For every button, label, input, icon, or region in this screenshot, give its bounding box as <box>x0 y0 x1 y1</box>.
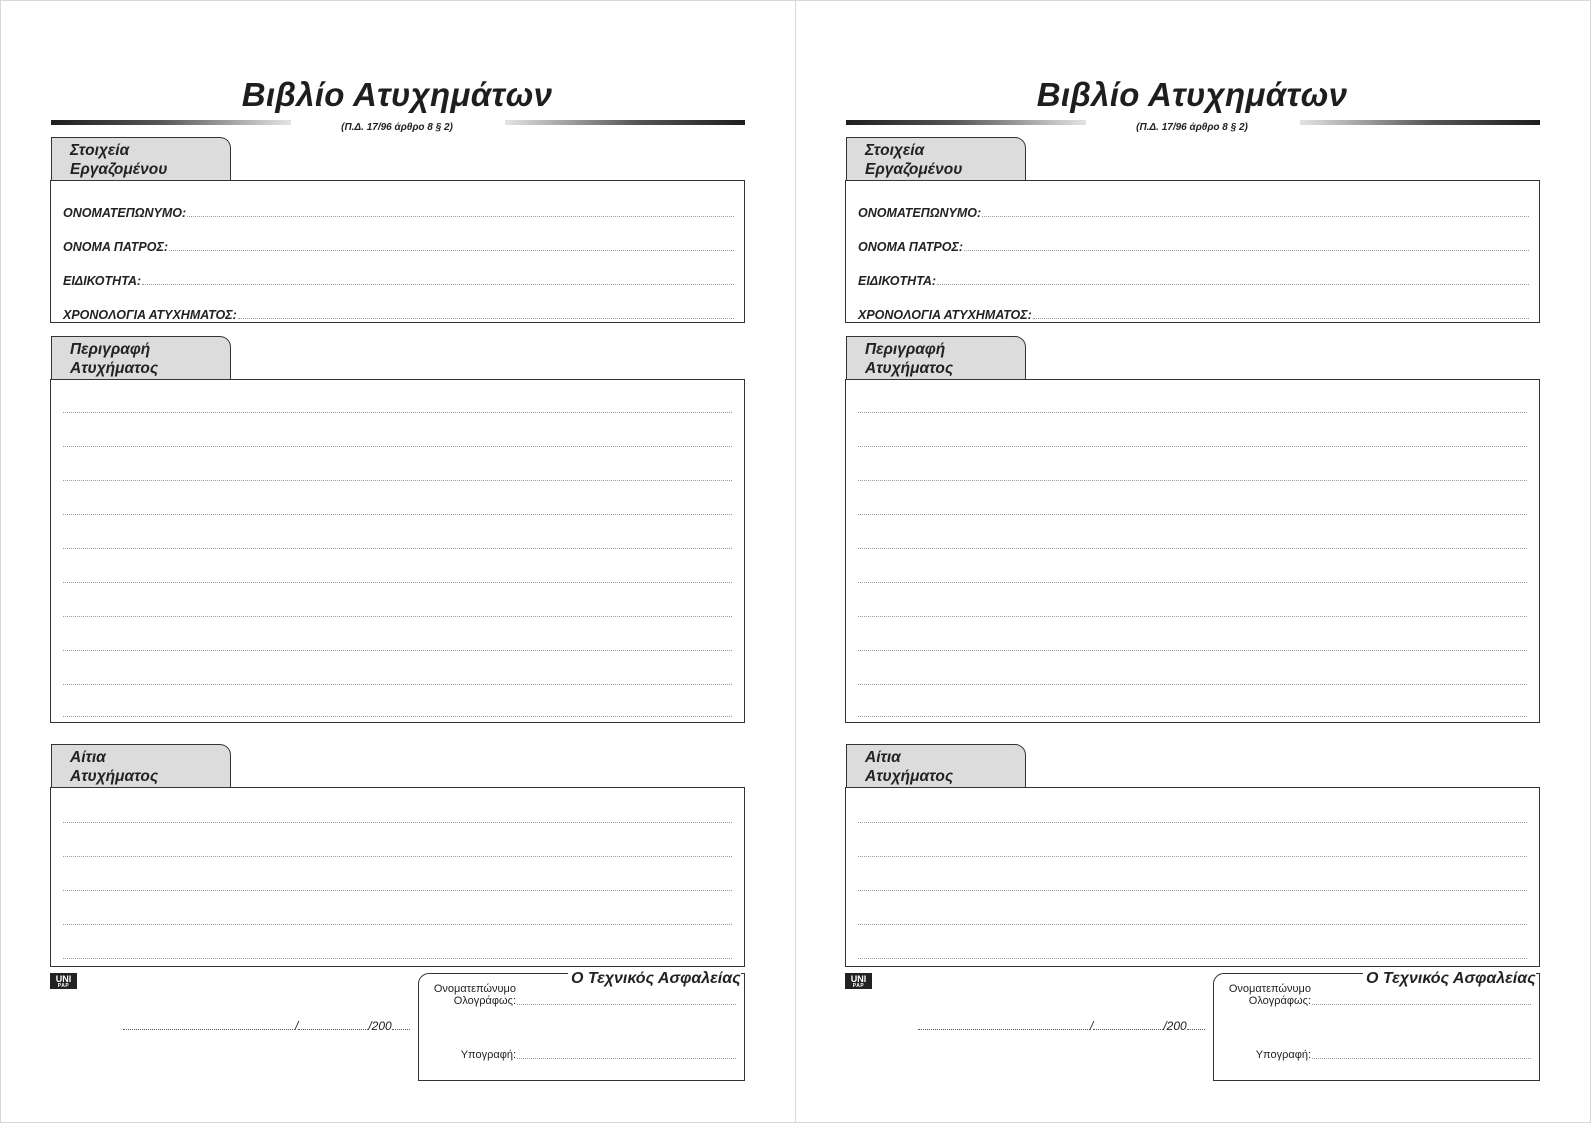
accident-description-box[interactable] <box>845 379 1540 723</box>
writing-line <box>858 446 1527 447</box>
field-fill-line[interactable] <box>1033 318 1529 319</box>
tab-accident-description <box>846 336 1026 380</box>
form-page-right <box>795 0 1590 1123</box>
logo-top-text: UNI <box>55 974 72 984</box>
field-label: ΟΝΟΜΑΤΕΠΩΝΥΜΟ: <box>858 205 982 220</box>
sig-fullname-line[interactable] <box>1312 1004 1531 1005</box>
date-year-line[interactable] <box>1187 1029 1205 1030</box>
date-field[interactable] <box>918 1019 1213 1033</box>
logo-top-text: UNI <box>850 974 867 984</box>
page-subtitle: (Π.Δ. 17/96 άρθρο 8 § 2) <box>1136 122 1248 133</box>
tab-label-line1: Περιγραφή <box>70 341 151 358</box>
date-month-line[interactable] <box>298 1029 368 1030</box>
field-fill-line[interactable] <box>169 250 734 251</box>
date-separator: / <box>295 1019 299 1033</box>
writing-line <box>858 958 1527 959</box>
field-label: ΕΙΔΙΚΟΤΗΤΑ: <box>63 273 142 288</box>
field-full-name[interactable] <box>63 201 734 219</box>
tab-label-line2: Ατυχήματος <box>865 360 954 377</box>
writing-line <box>858 616 1527 617</box>
date-year-prefix: /200 <box>1163 1019 1187 1033</box>
field-father-name[interactable] <box>63 235 734 253</box>
writing-line <box>858 650 1527 651</box>
writing-line <box>63 890 732 891</box>
field-fill-line[interactable] <box>937 284 1529 285</box>
date-field[interactable] <box>123 1019 418 1033</box>
tab-label-line1: Αίτια <box>70 749 106 766</box>
field-full-name[interactable] <box>858 201 1529 219</box>
writing-line <box>63 716 732 717</box>
publisher-logo <box>845 973 872 989</box>
tab-employee-details <box>846 137 1026 181</box>
employee-details-box <box>50 180 745 323</box>
field-label: ΟΝΟΜΑ ΠΑΤΡΟΣ: <box>63 239 169 254</box>
field-label: ΟΝΟΜΑ ΠΑΤΡΟΣ: <box>858 239 964 254</box>
date-day-line[interactable] <box>918 1029 1090 1030</box>
publisher-logo <box>50 973 77 989</box>
tab-label-line2: Εργαζομένου <box>70 161 168 178</box>
writing-line <box>63 958 732 959</box>
tab-label-line1: Στοιχεία <box>865 142 925 159</box>
field-label: ΕΙΔΙΚΟΤΗΤΑ: <box>858 273 937 288</box>
field-father-name[interactable] <box>858 235 1529 253</box>
sig-signature-label: Υπογραφή: <box>460 1049 516 1061</box>
writing-line <box>63 924 732 925</box>
writing-line <box>63 616 732 617</box>
tab-accident-causes <box>846 744 1026 788</box>
sig-signature-label: Υπογραφή: <box>1255 1049 1311 1061</box>
sig-fullname-label: Ολογράφως: <box>1248 995 1311 1007</box>
sig-fullname-field[interactable] <box>419 994 736 1007</box>
writing-line <box>858 856 1527 857</box>
writing-line <box>63 412 732 413</box>
sig-name-label: Ονοματεπώνυμο <box>433 983 516 995</box>
tab-label-line1: Στοιχεία <box>70 142 130 159</box>
writing-line <box>63 548 732 549</box>
writing-line <box>63 582 732 583</box>
writing-line <box>858 582 1527 583</box>
accident-description-box[interactable] <box>50 379 745 723</box>
sig-fullname-field[interactable] <box>1214 994 1531 1007</box>
writing-line <box>63 822 732 823</box>
page-title: Βιβλίο Ατυχημάτων <box>241 76 553 113</box>
date-separator: / <box>1090 1019 1094 1033</box>
accident-causes-box[interactable] <box>50 787 745 967</box>
field-fill-line[interactable] <box>982 216 1529 217</box>
field-specialty[interactable] <box>858 269 1529 287</box>
writing-line <box>63 684 732 685</box>
sig-fullname-label: Ολογράφως: <box>453 995 516 1007</box>
tab-label-line2: Ατυχήματος <box>865 768 954 785</box>
date-day-line[interactable] <box>123 1029 295 1030</box>
safety-technician-title: Ο Τεχνικός Ασφαλείας <box>568 970 741 988</box>
field-fill-line[interactable] <box>142 284 734 285</box>
writing-line <box>858 548 1527 549</box>
date-year-line[interactable] <box>392 1029 410 1030</box>
tab-employee-details <box>51 137 231 181</box>
writing-line <box>858 924 1527 925</box>
accident-causes-box[interactable] <box>845 787 1540 967</box>
tab-label-line2: Ατυχήματος <box>70 360 159 377</box>
tab-accident-causes <box>51 744 231 788</box>
sig-name-label: Ονοματεπώνυμο <box>1228 983 1311 995</box>
sig-signature-line[interactable] <box>1312 1058 1531 1059</box>
form-page-left <box>0 0 795 1123</box>
tab-label-line1: Περιγραφή <box>865 341 946 358</box>
field-specialty[interactable] <box>63 269 734 287</box>
tab-accident-description <box>51 336 231 380</box>
sig-signature-field[interactable] <box>419 1048 736 1061</box>
writing-line <box>858 716 1527 717</box>
writing-line <box>63 514 732 515</box>
logo-bottom-text: PAP <box>852 983 865 989</box>
date-month-line[interactable] <box>1093 1029 1163 1030</box>
writing-line <box>63 856 732 857</box>
field-fill-line[interactable] <box>187 216 734 217</box>
tab-label-line1: Αίτια <box>865 749 901 766</box>
field-accident-date[interactable] <box>858 303 1529 321</box>
writing-line <box>63 650 732 651</box>
writing-line <box>858 890 1527 891</box>
page-subtitle: (Π.Δ. 17/96 άρθρο 8 § 2) <box>341 122 453 133</box>
field-accident-date[interactable] <box>63 303 734 321</box>
sig-signature-line[interactable] <box>517 1058 736 1059</box>
safety-technician-title: Ο Τεχνικός Ασφαλείας <box>1363 970 1536 988</box>
logo-bottom-text: PAP <box>57 983 70 989</box>
field-label: ΧΡΟΝΟΛΟΓΙΑ ΑΤΥΧΗΜΑΤΟΣ: <box>63 307 237 322</box>
page-title: Βιβλίο Ατυχημάτων <box>1036 76 1348 113</box>
writing-line <box>63 446 732 447</box>
writing-line <box>858 822 1527 823</box>
tab-label-line2: Εργαζομένου <box>865 161 963 178</box>
writing-line <box>858 480 1527 481</box>
writing-line <box>858 684 1527 685</box>
writing-line <box>63 480 732 481</box>
date-year-prefix: /200 <box>368 1019 392 1033</box>
writing-line <box>858 514 1527 515</box>
sig-signature-field[interactable] <box>1214 1048 1531 1061</box>
tab-label-line2: Ατυχήματος <box>70 768 159 785</box>
writing-line <box>858 412 1527 413</box>
sig-fullname-line[interactable] <box>517 1004 736 1005</box>
field-fill-line[interactable] <box>964 250 1529 251</box>
employee-details-box <box>845 180 1540 323</box>
signature-box <box>418 973 745 1081</box>
signature-box <box>1213 973 1540 1081</box>
field-label: ΧΡΟΝΟΛΟΓΙΑ ΑΤΥΧΗΜΑΤΟΣ: <box>858 307 1032 322</box>
field-label: ΟΝΟΜΑΤΕΠΩΝΥΜΟ: <box>63 205 187 220</box>
field-fill-line[interactable] <box>238 318 734 319</box>
